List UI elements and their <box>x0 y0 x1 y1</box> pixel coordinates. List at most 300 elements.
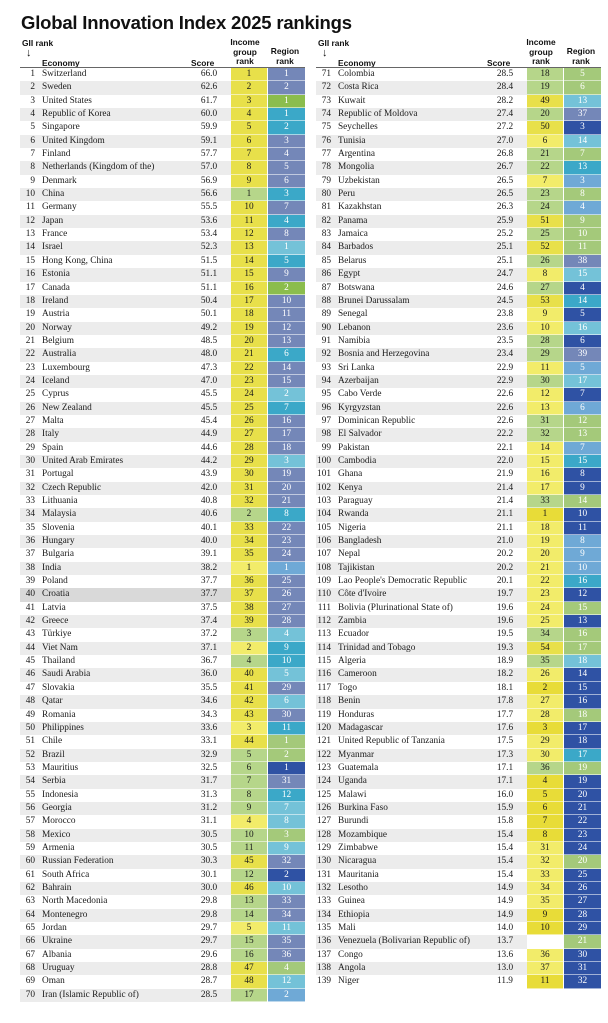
score-cell: 27.2 <box>496 122 514 133</box>
region-rank-cell: 9 <box>268 842 305 855</box>
income-rank-cell: 14 <box>231 255 267 268</box>
score-cell: 17.3 <box>496 749 514 760</box>
score-cell: 22.9 <box>496 362 514 373</box>
gii-rank-cell: 42 <box>25 616 35 627</box>
gii-rank-cell: 112 <box>317 616 331 627</box>
table-row <box>20 695 305 708</box>
score-cell: 14.9 <box>496 896 514 907</box>
score-cell: 22.6 <box>496 415 514 426</box>
score-cell: 26.8 <box>496 149 514 160</box>
table-row <box>20 642 305 655</box>
region-rank-cell: 15 <box>268 375 305 388</box>
economy-cell: United States <box>42 95 92 106</box>
region-rank-cell: 7 <box>268 402 305 415</box>
table-row <box>316 829 601 842</box>
economy-cell: Malta <box>42 415 64 426</box>
gii-rank-cell: 28 <box>25 429 35 440</box>
table-row <box>20 188 305 201</box>
region-rank-cell: 4 <box>268 215 305 228</box>
region-rank-cell: 14 <box>564 295 601 308</box>
economy-cell: Venezuela (Bolivarian Republic of) <box>338 936 470 947</box>
table-row <box>316 695 601 708</box>
table-row <box>316 375 601 388</box>
table-row <box>316 949 601 962</box>
gii-rank-cell: 118 <box>317 696 331 707</box>
score-cell: 24.7 <box>496 269 514 280</box>
table-row <box>20 241 305 254</box>
economy-cell: Republic of Korea <box>42 109 111 120</box>
score-cell: 48.0 <box>200 349 218 360</box>
economy-cell: Colombia <box>338 69 375 79</box>
gii-rank-cell: 38 <box>25 562 35 573</box>
gii-rank-cell: 129 <box>317 842 331 853</box>
gii-rank-cell: 56 <box>25 802 35 813</box>
table-row <box>20 388 305 401</box>
region-rank-cell: 22 <box>268 522 305 535</box>
economy-cell: Slovenia <box>42 522 75 533</box>
table-row <box>20 335 305 348</box>
score-cell: 24.6 <box>496 282 514 293</box>
region-rank-cell: 11 <box>268 922 305 935</box>
income-rank-cell: 8 <box>527 829 563 842</box>
income-rank-cell: 17 <box>231 989 267 1002</box>
gii-rank-cell: 1 <box>30 69 35 79</box>
gii-rank-cell: 13 <box>25 229 35 240</box>
economy-cell: Namibia <box>338 335 371 346</box>
score-cell: 28.2 <box>496 95 514 106</box>
gii-rank-cell: 47 <box>25 682 35 693</box>
gii-rank-cell: 61 <box>25 869 35 880</box>
economy-cell: Croatia <box>42 589 70 600</box>
region-rank-cell: 35 <box>268 935 305 948</box>
table-row <box>316 655 601 668</box>
score-cell: 43.9 <box>200 469 218 480</box>
income-rank-cell: 48 <box>231 975 267 988</box>
region-rank-cell: 18 <box>268 442 305 455</box>
gii-rank-cell: 117 <box>317 682 331 693</box>
score-cell: 23.6 <box>496 322 514 333</box>
table-row <box>20 295 305 308</box>
economy-cell: Montenegro <box>42 909 88 920</box>
gii-rank-cell: 109 <box>317 576 331 587</box>
economy-cell: Kenya <box>338 482 363 493</box>
gii-rank-cell: 66 <box>25 936 35 947</box>
income-rank-cell: 5 <box>231 922 267 935</box>
income-rank-cell: 26 <box>527 255 563 268</box>
income-rank-cell: 54 <box>527 642 563 655</box>
gii-rank-header: GII rank <box>22 38 54 48</box>
gii-rank-cell: 18 <box>25 295 35 306</box>
score-cell: 15.4 <box>496 856 514 867</box>
income-rank-cell: 25 <box>527 228 563 241</box>
table-row <box>20 415 305 428</box>
income-rank-cell: 40 <box>231 668 267 681</box>
gii-rank-cell: 50 <box>25 722 35 733</box>
gii-rank-cell: 65 <box>25 923 35 933</box>
income-rank-cell: 18 <box>231 308 267 321</box>
table-row <box>316 95 601 108</box>
income-rank-cell: 37 <box>527 962 563 975</box>
score-cell: 48.5 <box>200 335 218 346</box>
table-row <box>20 535 305 548</box>
region-rank-cell: 33 <box>268 895 305 908</box>
income-rank-cell: 34 <box>527 628 563 641</box>
table-row <box>20 989 305 1002</box>
rankings-column-right <box>316 38 601 989</box>
region-rank-cell: 3 <box>268 188 305 201</box>
score-cell: 21.9 <box>496 469 514 480</box>
economy-cell: Uruguay <box>42 963 75 974</box>
income-rank-cell: 12 <box>527 388 563 401</box>
economy-cell: Mali <box>338 923 356 933</box>
score-cell: 36.7 <box>200 656 218 667</box>
gii-rank-cell: 115 <box>317 656 331 667</box>
region-rank-cell: 7 <box>268 201 305 214</box>
score-cell: 34.6 <box>200 696 218 707</box>
income-rank-cell: 9 <box>231 802 267 815</box>
economy-cell: Czech Republic <box>42 482 102 493</box>
score-cell: 49.2 <box>200 322 218 333</box>
score-cell: 28.5 <box>496 69 514 79</box>
income-rank-cell: 45 <box>231 855 267 868</box>
table-row <box>316 482 601 495</box>
economy-cell: Congo <box>338 949 363 960</box>
score-cell: 30.0 <box>200 882 218 893</box>
region-rank-cell: 11 <box>268 722 305 735</box>
income-rank-cell: 31 <box>527 842 563 855</box>
region-rank-cell: 23 <box>268 535 305 548</box>
score-cell: 51.1 <box>200 269 218 280</box>
gii-rank-cell: 114 <box>317 642 331 653</box>
region-rank-cell: 19 <box>268 468 305 481</box>
table-row <box>20 922 305 935</box>
gii-rank-cell: 105 <box>317 522 331 533</box>
income-rank-cell: 25 <box>527 615 563 628</box>
score-cell: 17.1 <box>496 762 514 773</box>
economy-cell: Zambia <box>338 616 367 627</box>
region-rank-cell: 9 <box>564 215 601 228</box>
region-rank-cell: 31 <box>564 962 601 975</box>
economy-cell: Bahrain <box>42 882 72 893</box>
score-cell: 59.1 <box>200 135 218 146</box>
region-rank-cell: 15 <box>564 682 601 695</box>
score-cell: 22.6 <box>496 389 514 400</box>
gii-rank-cell: 54 <box>25 776 35 787</box>
economy-cell: France <box>42 229 68 240</box>
region-rank-cell: 15 <box>564 455 601 468</box>
economy-cell: Algeria <box>338 656 366 667</box>
gii-rank-cell: 51 <box>25 736 35 747</box>
score-cell: 25.2 <box>496 229 514 240</box>
economy-cell: Albania <box>42 949 72 960</box>
gii-rank-cell: 133 <box>317 896 331 907</box>
score-cell: 30.5 <box>200 829 218 840</box>
region-rank-cell: 5 <box>268 668 305 681</box>
score-cell: 39.1 <box>200 549 218 560</box>
score-header: Score <box>191 58 215 68</box>
gii-rank-cell: 121 <box>317 736 331 747</box>
economy-cell: Guinea <box>338 896 365 907</box>
score-cell: 57.7 <box>200 149 218 160</box>
table-row <box>20 775 305 788</box>
region-rank-cell: 5 <box>564 362 601 375</box>
economy-cell: Iran (Islamic Republic of) <box>42 989 139 1000</box>
income-rank-cell: 22 <box>527 575 563 588</box>
economy-cell: Malawi <box>338 789 367 800</box>
economy-cell: Greece <box>42 616 69 627</box>
gii-rank-cell: 89 <box>321 309 331 320</box>
table-row <box>20 655 305 668</box>
score-cell: 33.6 <box>200 722 218 733</box>
region-rank-cell: 14 <box>564 668 601 681</box>
region-rank-cell: 32 <box>564 975 601 988</box>
table-row <box>316 402 601 415</box>
gii-rank-cell: 60 <box>25 856 35 867</box>
income-rank-cell: 21 <box>231 348 267 361</box>
table-row <box>20 615 305 628</box>
score-cell: 61.7 <box>200 95 218 106</box>
gii-rank-cell: 125 <box>317 789 331 800</box>
table-row <box>20 228 305 241</box>
gii-rank-cell: 58 <box>25 829 35 840</box>
region-rank-cell: 37 <box>564 108 601 121</box>
gii-rank-cell: 74 <box>321 109 331 120</box>
economy-cell: Mauritania <box>338 869 379 880</box>
score-cell: 15.4 <box>496 829 514 840</box>
income-rank-cell: 3 <box>527 722 563 735</box>
income-rank-cell: 27 <box>231 428 267 441</box>
income-rank-cell: 2 <box>527 682 563 695</box>
region-rank-cell: 5 <box>268 161 305 174</box>
table-row <box>316 548 601 561</box>
region-rank-cell: 8 <box>564 468 601 481</box>
region-rank-cell: 8 <box>564 188 601 201</box>
economy-cell: Zimbabwe <box>338 842 378 853</box>
economy-cell: Ghana <box>338 469 363 480</box>
income-rank-cell: 31 <box>527 415 563 428</box>
score-cell: 26.3 <box>496 202 514 213</box>
table-row <box>20 455 305 468</box>
income-rank-cell: 6 <box>527 802 563 815</box>
income-rank-cell: 8 <box>231 161 267 174</box>
score-cell: 50.1 <box>200 309 218 320</box>
income-rank-cell: 7 <box>231 775 267 788</box>
gii-rank-cell: 35 <box>25 522 35 533</box>
economy-cell: United Kingdom <box>42 135 105 146</box>
score-cell: 33.1 <box>200 736 218 747</box>
income-rank-cell: 2 <box>231 508 267 521</box>
income-rank-cell <box>527 935 563 948</box>
economy-cell: Italy <box>42 429 60 440</box>
income-rank-cell: 19 <box>231 322 267 335</box>
economy-cell: Sweden <box>42 82 72 93</box>
income-rank-cell: 20 <box>231 335 267 348</box>
region-rank-cell: 20 <box>268 482 305 495</box>
economy-cell: Qatar <box>42 696 63 707</box>
score-cell: 56.6 <box>200 189 218 200</box>
economy-cell: Spain <box>42 442 64 453</box>
region-rank-cell: 24 <box>564 842 601 855</box>
gii-rank-cell: 123 <box>317 762 331 773</box>
income-rank-cell: 35 <box>231 548 267 561</box>
economy-cell: Canada <box>42 282 70 293</box>
economy-cell: Russian Federation <box>42 856 114 867</box>
income-rank-cell: 26 <box>527 668 563 681</box>
region-rank-cell: 6 <box>564 81 601 94</box>
economy-cell: Cambodia <box>338 455 377 466</box>
score-cell: 28.5 <box>200 989 218 1000</box>
score-cell: 44.6 <box>200 442 218 453</box>
income-rank-cell: 22 <box>231 362 267 375</box>
table-row <box>20 628 305 641</box>
region-rank-cell: 12 <box>564 415 601 428</box>
table-row <box>20 402 305 415</box>
gii-rank-cell: 108 <box>317 562 331 573</box>
score-cell: 45.5 <box>200 389 218 400</box>
gii-rank-cell: 11 <box>26 202 35 213</box>
income-rank-cell: 6 <box>527 135 563 148</box>
economy-cell: Kazakhstan <box>338 202 382 213</box>
economy-cell: Hungary <box>42 536 75 547</box>
economy-cell: Finland <box>42 149 71 160</box>
score-cell: 19.3 <box>496 642 514 653</box>
score-cell: 15.4 <box>496 869 514 880</box>
score-cell: 26.5 <box>496 189 514 200</box>
gii-rank-cell: 34 <box>25 509 35 520</box>
region-rank-cell: 4 <box>564 282 601 295</box>
region-rank-cell: 8 <box>268 228 305 241</box>
income-rank-cell: 23 <box>527 188 563 201</box>
region-rank-cell: 10 <box>268 295 305 308</box>
economy-cell: Brazil <box>42 749 65 760</box>
table-row <box>20 95 305 108</box>
score-cell: 28.7 <box>200 976 218 987</box>
income-rank-cell: 7 <box>231 148 267 161</box>
table-row <box>316 201 601 214</box>
table-row <box>20 962 305 975</box>
table-row <box>20 735 305 748</box>
table-row <box>316 228 601 241</box>
gii-rank-cell: 126 <box>317 802 331 813</box>
gii-rank-cell: 96 <box>321 402 331 413</box>
income-rank-cell: 10 <box>527 922 563 935</box>
region-rank-cell: 19 <box>564 762 601 775</box>
income-rank-cell: 13 <box>231 895 267 908</box>
score-cell: 23.4 <box>496 349 514 360</box>
economy-cell: Saudi Arabia <box>42 669 91 680</box>
table-row <box>20 909 305 922</box>
region-rank-cell: 1 <box>268 68 305 81</box>
economy-cell: Mexico <box>42 829 71 840</box>
economy-cell: Poland <box>42 576 68 587</box>
region-rank-cell: 13 <box>564 615 601 628</box>
table-row <box>20 975 305 988</box>
economy-cell: Benin <box>338 696 361 707</box>
gii-rank-cell: 79 <box>321 175 331 186</box>
region-rank-cell: 32 <box>268 855 305 868</box>
table-row <box>20 148 305 161</box>
economy-cell: Azerbaijan <box>338 375 379 386</box>
gii-rank-cell: 26 <box>25 402 35 413</box>
score-cell: 11.9 <box>497 976 513 987</box>
gii-rank-cell: 94 <box>321 375 331 386</box>
score-cell: 13.6 <box>496 949 514 960</box>
gii-rank-cell: 91 <box>321 335 331 346</box>
table-row <box>20 428 305 441</box>
gii-rank-cell: 134 <box>317 909 331 920</box>
gii-rank-cell: 43 <box>25 629 35 640</box>
income-rank-cell: 53 <box>527 295 563 308</box>
economy-cell: Lithuania <box>42 496 78 506</box>
region-rank-cell: 3 <box>564 175 601 188</box>
region-rank-cell: 1 <box>268 762 305 775</box>
table-row <box>20 308 305 321</box>
income-rank-cell: 11 <box>231 215 267 228</box>
score-cell: 32.5 <box>200 762 218 773</box>
table-row <box>316 508 601 521</box>
table-row <box>316 522 601 535</box>
score-cell: 31.7 <box>200 776 218 787</box>
income-rank-cell: 27 <box>527 282 563 295</box>
score-cell: 60.0 <box>200 109 218 120</box>
income-rank-cell: 2 <box>231 81 267 94</box>
income-rank-cell: 29 <box>231 455 267 468</box>
gii-rank-cell: 49 <box>25 709 35 720</box>
economy-cell: Netherlands (Kingdom of the) <box>42 162 155 173</box>
gii-rank-cell: 37 <box>25 549 35 560</box>
income-rank-cell: 32 <box>231 495 267 508</box>
table-row <box>316 842 601 855</box>
gii-rank-cell: 107 <box>317 549 331 560</box>
income-rank-cell: 29 <box>527 348 563 361</box>
region-rank-cell: 27 <box>268 602 305 615</box>
region-rank-cell: 4 <box>268 628 305 641</box>
region-rank-cell: 14 <box>268 362 305 375</box>
gii-rank-cell: 127 <box>317 816 331 827</box>
score-cell: 50.4 <box>200 295 218 306</box>
gii-rank-cell: 8 <box>30 162 35 173</box>
region-rank-cell: 34 <box>268 909 305 922</box>
gii-rank-cell: 6 <box>30 135 35 146</box>
table-row <box>316 175 601 188</box>
region-rank-cell: 25 <box>564 869 601 882</box>
score-cell: 32.9 <box>200 749 218 760</box>
economy-cell: Slovakia <box>42 682 75 693</box>
income-rank-cell: 9 <box>527 909 563 922</box>
economy-cell: Peru <box>338 189 356 200</box>
table-row <box>316 909 601 922</box>
region-rank-cell: 11 <box>564 522 601 535</box>
score-cell: 29.8 <box>200 896 218 907</box>
gii-rank-cell: 21 <box>25 335 35 346</box>
region-rank-cell: 17 <box>564 375 601 388</box>
table-row <box>20 135 305 148</box>
gii-rank-cell: 97 <box>321 415 331 426</box>
region-rank-cell: 20 <box>564 789 601 802</box>
economy-cell: Austria <box>42 309 70 320</box>
arrow-down-icon: ↓ <box>322 47 328 59</box>
economy-cell: Bosnia and Herzegovina <box>338 349 430 360</box>
economy-cell: Sri Lanka <box>338 362 375 373</box>
region-rank-cell: 17 <box>564 642 601 655</box>
income-rank-cell: 24 <box>527 201 563 214</box>
score-cell: 44.9 <box>200 429 218 440</box>
gii-rank-cell: 9 <box>30 175 35 186</box>
income-rank-cell: 7 <box>527 175 563 188</box>
income-rank-cell: 1 <box>231 68 267 81</box>
income-rank-cell: 10 <box>527 322 563 335</box>
region-rank-cell: 10 <box>564 562 601 575</box>
